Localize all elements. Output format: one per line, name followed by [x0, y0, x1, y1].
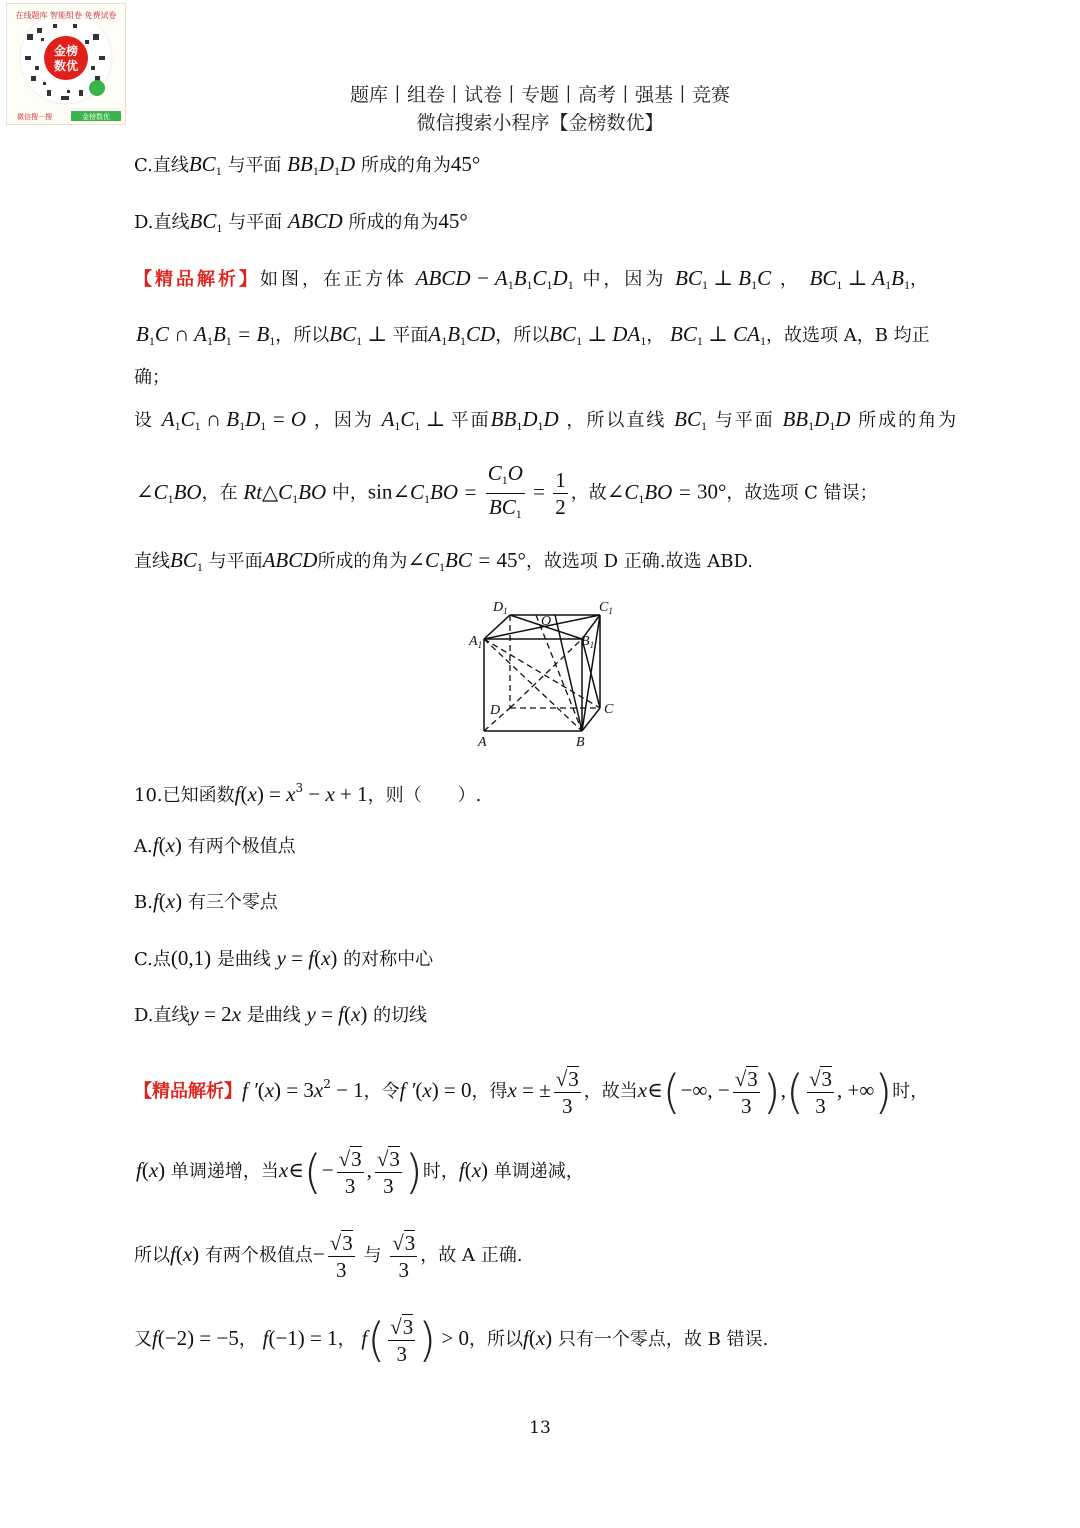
svg-text:微信搜一搜: 微信搜一搜: [17, 113, 52, 121]
q9-analysis-line-3: 确；: [134, 367, 170, 388]
q9-analysis-line-6: 直线$BC_1$ 与平面ABCD所成的角为$\angle C_1BC = 45^\circ$，故选项 D 正确.故选 ABD.: [134, 548, 753, 574]
header-mini-program: 微信搜索小程序【金榜数优】: [416, 112, 664, 134]
label-d1: $D_1$: [493, 600, 508, 616]
label-a1: $A_1$: [469, 634, 483, 650]
q9-option-d: D.直线$BC_1$ 与平面 ABCD 所成的角为45°: [134, 209, 468, 235]
q9-option-c: C.直线$BC_1$ 与平面 $BB_1D_1D$ 所成的角为45°: [134, 152, 481, 178]
q9-analysis-line-4: 设 $A_1C_1$ ∩ $B_1D_1 = O$ ，因为 $A_1C_1$ ⊥ 平面$BB_1D_1D$ ，所以直线 $BC_1$ 与平面 $BB_1D_1D$ 所成的角为: [134, 407, 959, 433]
label-b1: $B_1$: [581, 634, 595, 650]
label-d: D: [490, 703, 501, 718]
svg-text:在线题库 智能组卷 免费试卷: 在线题库 智能组卷 免费试卷: [15, 11, 117, 20]
q10-stem: 10.已知函数$f(x) = x^3 - x + 1$，则（ ）.: [134, 781, 482, 806]
label-c1: $C_1$: [599, 600, 613, 616]
edge-a1-d1: [484, 615, 510, 639]
svg-text:金榜: 金榜: [53, 44, 79, 58]
q10-option-b[interactable]: B.f(x) 有三个零点: [134, 889, 278, 913]
q9-analysis-line-2: $B_1C$ ∩ $A_1B_1 = B_1$，所以$BC_1$ ⊥ 平面$A_1B_1CD$，所以$BC_1$ ⊥ $DA_1$， $BC_1$ ⊥ $CA_1$，故选项 A，B 均正: [136, 322, 930, 348]
label-o: O: [541, 614, 552, 629]
cube-figure: [466, 596, 626, 752]
q9-analysis-line-5: $\angle C_1BO$，在 $Rt\triangle C_1BO$ 中，$\sin\angle C_1BO$ = $\frac{C_1O}{BC_1}$ = $\frac{1}{2}$ ，故$\angle C_1BO = 30^\circ$，故选项 C 错误；: [136, 461, 878, 521]
q10-analysis-line-4: 又f(−2) = −5， f(−1) = 1， f( $\frac{√3}{3}$ ) > 0，所以f(x) 只有一个零点，故 B 错误.: [134, 1313, 769, 1367]
page-number: 13: [529, 1418, 551, 1438]
q9-analysis-line-1: 【精品解析】如图，在正方体 ABCD − $A_1B_1C_1D_1$ 中，因为 $BC_1$ ⊥ $B_1C$ ， $BC_1$ ⊥ $A_1B_1$，: [134, 266, 931, 292]
svg-text:数优: 数优: [53, 59, 79, 73]
q10-option-c[interactable]: C.点(0,1) 是曲线 y = f(x) 的对称中心: [134, 946, 434, 970]
q10-option-a[interactable]: A.f(x) 有两个极值点: [134, 833, 296, 857]
q10-analysis-line-1: 【精品解析】f $'(x) = 3x^2 - 1$，令f ′(x) = 0，得x = ± $\frac{√3}{3}$ ，故当x∈(−∞, − $\frac{√3}{3}$ ),( $\frac{√3}{3}$ , +∞)时，: [134, 1065, 929, 1119]
label-a: A: [478, 735, 487, 750]
svg-text:金榜数优: 金榜数优: [82, 113, 110, 121]
label-c: C: [604, 702, 614, 717]
q10-analysis-line-3: 所以f(x) 有两个极值点− $\frac{√3}{3}$ 与 $\frac{√3}{3}$ ，故 A 正确.: [134, 1230, 523, 1282]
header-nav: 题库丨组卷丨试卷丨专题丨高考丨强基丨竞赛: [349, 84, 730, 106]
q10-option-d[interactable]: D.直线y = 2x 是曲线 y = f(x) 的切线: [134, 1002, 428, 1026]
q10-analysis-line-2: f(x) 单调递增，当x∈(− $\frac{√3}{3}$ , $\frac{√3}{3}$ )时，f(x) 单调递减，: [136, 1145, 584, 1199]
label-b: B: [576, 735, 585, 750]
